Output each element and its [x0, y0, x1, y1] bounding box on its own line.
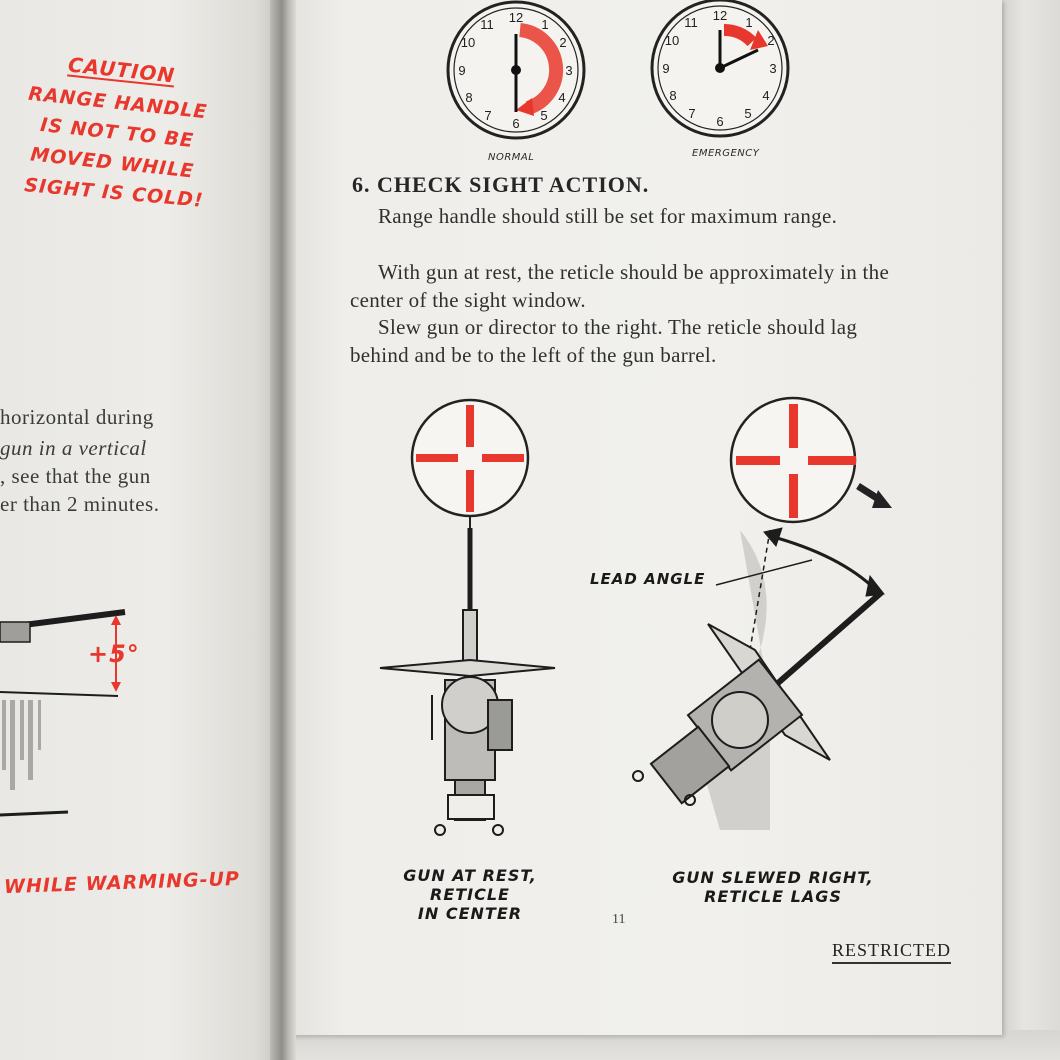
- caution-line: RANGE HANDLE: [27, 82, 209, 124]
- caution-title: CAUTION: [67, 52, 177, 88]
- svg-text:6: 6: [716, 114, 724, 129]
- svg-text:1: 1: [745, 15, 753, 30]
- caution-line: MOVED WHILE: [29, 143, 196, 183]
- warming-caption: WHILE WARMING-UP: [3, 867, 241, 899]
- svg-text:1: 1: [541, 17, 549, 32]
- svg-text:11: 11: [684, 15, 698, 30]
- svg-text:4: 4: [558, 90, 566, 105]
- svg-text:10: 10: [664, 33, 680, 48]
- svg-text:11: 11: [480, 17, 494, 32]
- svg-text:8: 8: [465, 90, 473, 105]
- emergency-clock-icon: [652, 0, 788, 136]
- paragraph: Slew gun or director to the right. The reticle should lag behind and be to the left of the gun barrel.: [350, 315, 858, 367]
- caution-line: SIGHT IS COLD!: [23, 174, 205, 212]
- left-body-line: , see that the gun: [0, 464, 151, 488]
- svg-text:9: 9: [662, 61, 670, 76]
- left-body-line: horizontal during: [0, 405, 154, 429]
- svg-text:6: 6: [512, 116, 520, 131]
- page-number: 11: [612, 912, 626, 927]
- left-body-line: er than 2 minutes.: [0, 492, 160, 516]
- section-heading: 6. CHECK SIGHT ACTION.: [352, 172, 650, 197]
- svg-text:4: 4: [762, 88, 770, 103]
- svg-text:12: 12: [508, 10, 524, 25]
- svg-text:8: 8: [669, 88, 677, 103]
- clock-label-emergency: EMERGENCY: [692, 148, 760, 159]
- caption-line: RETICLE LAGS: [704, 887, 842, 906]
- clock-label-normal: NORMAL: [488, 152, 535, 163]
- svg-text:10: 10: [460, 35, 476, 50]
- caption-gun-slewed: [668, 868, 878, 906]
- caption-line: GUN SLEWED RIGHT,: [672, 868, 874, 887]
- angle-label: +5°: [88, 640, 140, 668]
- caption-line: IN CENTER: [417, 904, 523, 923]
- svg-text:7: 7: [484, 108, 492, 123]
- svg-text:3: 3: [769, 61, 777, 76]
- svg-text:12: 12: [712, 8, 728, 23]
- svg-text:3: 3: [565, 63, 573, 78]
- paragraph: Range handle should still be set for maximum range.: [378, 204, 838, 228]
- caution-line: IS NOT TO BE: [39, 114, 195, 152]
- svg-text:5: 5: [540, 108, 548, 123]
- svg-text:7: 7: [688, 106, 696, 121]
- left-body-line: gun in a vertical: [0, 436, 147, 460]
- svg-text:2: 2: [559, 35, 567, 50]
- restricted-stamp: RESTRICTED: [832, 940, 951, 964]
- caption-line: GUN AT REST, RETICLE: [403, 866, 537, 904]
- reticle-lagging-icon: [731, 398, 892, 522]
- caption-gun-at-rest: [360, 866, 580, 923]
- reticle-centered-icon: [412, 400, 528, 528]
- normal-clock-icon: [448, 2, 584, 138]
- paragraph: With gun at rest, the reticle should be approximately in the center of the sight window.: [350, 260, 890, 312]
- svg-text:2: 2: [767, 33, 775, 48]
- lead-angle-label: LEAD ANGLE: [590, 570, 706, 588]
- svg-text:9: 9: [458, 63, 466, 78]
- svg-text:5: 5: [744, 106, 752, 121]
- gun-at-rest-illustration: [380, 528, 555, 835]
